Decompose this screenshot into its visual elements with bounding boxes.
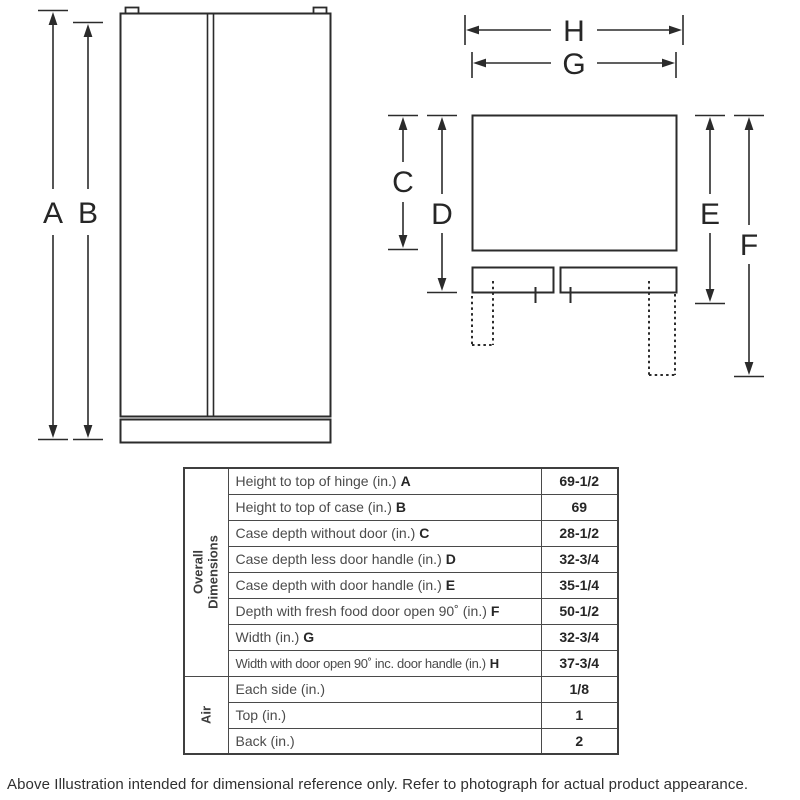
table-row: [184, 676, 618, 702]
row-label: Width (in.): [235, 629, 300, 645]
dim-arrow-b: [73, 23, 103, 440]
row-letter: D: [445, 551, 456, 567]
row-label: Back (in.): [235, 732, 295, 749]
left-hinge: [126, 8, 139, 14]
dim-label-d: D: [431, 198, 453, 231]
table-row: [184, 572, 618, 598]
row-value: 32-3/4: [541, 546, 618, 572]
table-row: [184, 494, 618, 520]
table-row: [184, 520, 618, 546]
dim-label-g: G: [562, 48, 586, 81]
row-value: 1/8: [541, 676, 618, 702]
row-label: Height to top of hinge (in.): [235, 473, 397, 490]
section-label-air: [184, 676, 228, 754]
dim-label-a: A: [42, 197, 64, 230]
row-label: Depth with fresh food door open 90˚ (in.): [235, 603, 487, 619]
row-label: Case depth with door handle (in.): [235, 577, 442, 593]
dim-label-h: H: [563, 15, 585, 48]
row-letter: B: [395, 499, 407, 515]
section-label-overall-dimensions: [184, 468, 228, 676]
table-row: [184, 468, 618, 494]
fridge-body-outline: [121, 14, 331, 417]
table-row: [184, 650, 618, 676]
fridge-kickplate: [121, 420, 331, 443]
row-label: Each side (in.): [235, 681, 325, 697]
dimensions-table: [183, 467, 619, 755]
left-door-open-dashed: [472, 281, 493, 345]
row-value: 69: [541, 494, 618, 520]
row-label: Case depth without door (in.): [235, 525, 416, 541]
dim-label-f: F: [739, 229, 759, 262]
front-view-diagram: [0, 0, 360, 460]
footer-disclaimer: Above Illustration intended for dimensional reference only. Refer to photograph for actual product appearance.: [7, 776, 749, 793]
table-row: [184, 546, 618, 572]
dim-label-b: B: [77, 197, 99, 230]
row-letter: H: [489, 655, 499, 671]
right-door-open-dashed: [649, 281, 675, 375]
case-outline-top: [473, 116, 677, 251]
row-value: 37-3/4: [541, 650, 618, 676]
row-value: 35-1/4: [541, 572, 618, 598]
row-value: 1: [541, 702, 618, 728]
row-letter: F: [490, 603, 500, 619]
top-view-diagram: [380, 0, 800, 400]
section-label-text: Air: [198, 705, 214, 724]
row-value: 69-1/2: [541, 468, 618, 494]
section-label-text: Overall Dimensions: [190, 535, 222, 610]
row-value: 32-3/4: [541, 624, 618, 650]
row-letter: C: [419, 525, 430, 541]
row-value: 50-1/2: [541, 598, 618, 624]
row-label: Width with door open 90˚ inc. door handle (in.): [235, 655, 486, 671]
row-letter: G: [303, 629, 315, 645]
row-label: Case depth less door handle (in.): [235, 551, 442, 567]
row-letter: A: [400, 473, 411, 490]
row-value: 28-1/2: [541, 520, 618, 546]
right-door-top: [561, 268, 677, 293]
row-label: Height to top of case (in.): [235, 499, 392, 515]
table-row: [184, 702, 618, 728]
dim-label-e: E: [699, 198, 721, 231]
row-letter: E: [445, 577, 456, 593]
row-value: 2: [541, 728, 618, 754]
right-hinge: [314, 8, 327, 14]
dim-label-c: C: [392, 166, 414, 199]
row-label: Top (in.): [235, 707, 287, 723]
left-door-top: [473, 268, 554, 293]
table-row: [184, 728, 618, 754]
table-row: [184, 598, 618, 624]
table-row: [184, 624, 618, 650]
